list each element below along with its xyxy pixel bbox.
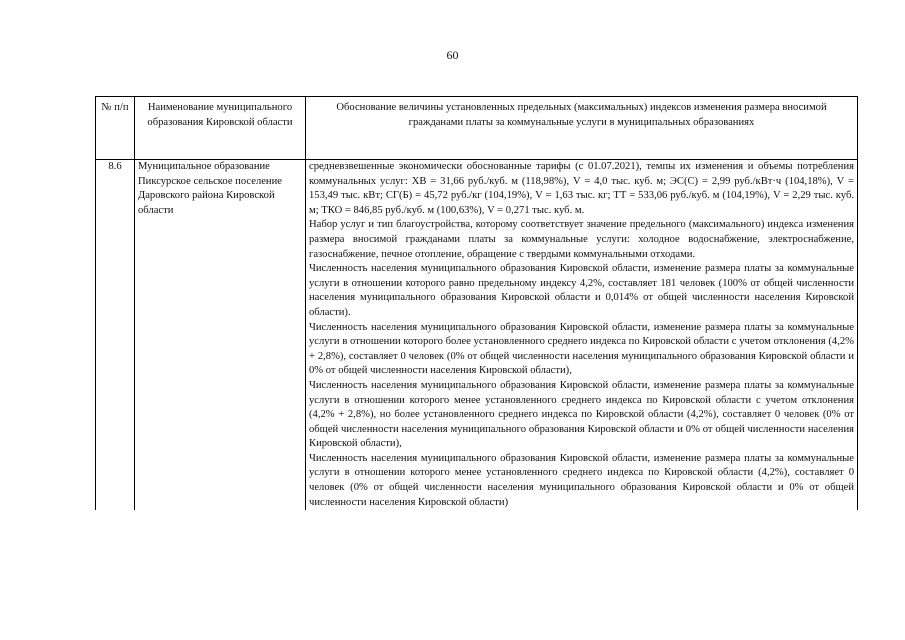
municipality-name: Муниципальное образование Пиксурское сельское поселение Даровского района Кировской области (135, 160, 306, 511)
justification-table (95, 96, 858, 510)
table-row (96, 160, 858, 511)
header-number: № п/п (96, 97, 135, 160)
population-above-deviation-paragraph: Численность населения муниципального образования Кировской области, изменение размера платы за коммунальные услуги в отношении которого более установленного среднего индекса по Кировской области с учетом отклонения (4,2% + 2,8%), составляет 0 человек (0% от общей численности населения муниципального образования Кировской области и 0% от общей численности населения Кировской области), (309, 321, 854, 377)
services-paragraph: Набор услуг и тип благоустройства, которому соответствует значение предельного (максимального) индекса изменения размера вносимой гражданами платы за коммунальные услуги: холодное водоснабжение, электроснабжение, газоснабжение, печное отопление, обращение с твердыми коммунальными отходами. (309, 219, 854, 260)
justification-text (306, 160, 858, 511)
population-equal-paragraph: Численность населения муниципального образования Кировской области, изменение размера платы за коммунальные услуги в отношении которого равно предельному индексу 4,2%, составляет 181 человек (100% от общей численности населения муниципального образования Кировской области и 0,014% от общей численности населения Кировской области). (309, 263, 854, 318)
population-between-paragraph: Численность населения муниципального образования Кировской области, изменение размера платы за коммунальные услуги в отношении которого менее установленного среднего индекса по Кировской области с учетом отклонения (4,2% + 2,8%), но более установленного среднего индекса по Кировской области (4,2%), составляет 0 человек (0% от общей численности населения муниципального образования Кировской области и 0% от общей численности населения Кировской области), (309, 379, 854, 450)
tariffs-paragraph: средневзвешенные экономически обоснованные тарифы (с 01.07.2021), темпы их изменения и объемы потребления коммунальных услуг: ХВ = 31,66 руб./куб. м (118,98%), V = 4,0 тыс. куб. м; ЭС(С) = 2,99 руб./кВт·ч (104,18%), V = 153,49 тыс. кВт; СГ(Б) = 45,72 руб./кг (104,19%), V = 1,63 тыс. кг; ТТ = 533,06 руб./куб. м (104,19%), V = 2,29 тыс. куб. м; ТКО = 846,85 руб./куб. м (100,63%), V = 0,271 тыс. куб. м. (309, 161, 854, 216)
row-number: 8.6 (96, 160, 135, 511)
header-municipality-name: Наименование муниципального образования Кировской области (135, 97, 306, 160)
population-below-paragraph: Численность населения муниципального образования Кировской области, изменение размера платы за коммунальные услуги в отношении которого менее установленного среднего индекса по Кировской области (4,2%), составляет 0 человек (0% от общей численности населения муниципального образования Кировской области и 0% от общей численности населения Кировской области) (309, 452, 854, 508)
table-header-row (96, 97, 858, 160)
header-justification: Обоснование величины установленных предельных (максимальных) индексов изменения размера вносимой гражданами платы за коммунальные услуги в муниципальных образованиях (306, 97, 858, 160)
page-number: 60 (446, 48, 459, 62)
